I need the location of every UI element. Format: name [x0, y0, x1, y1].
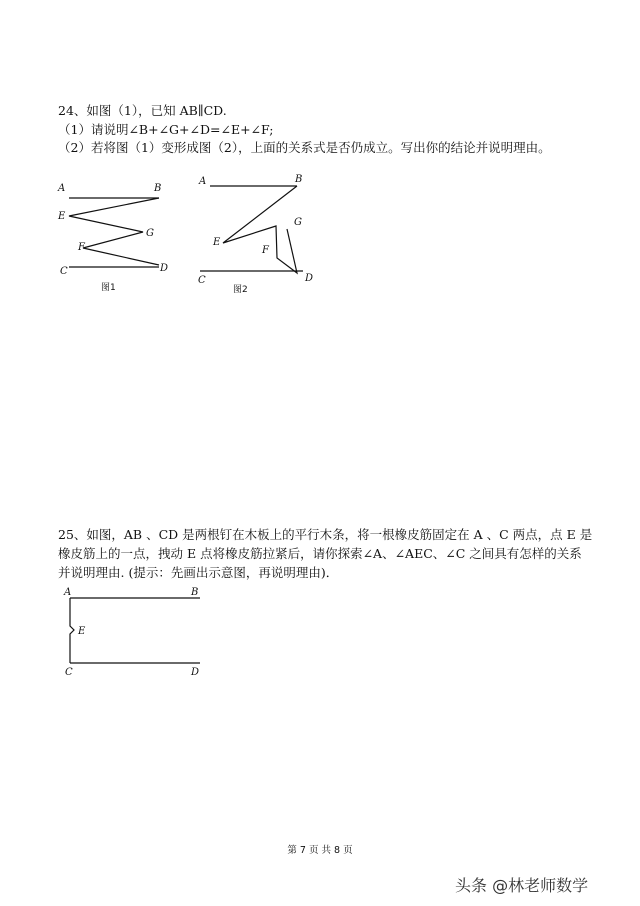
fig2-label-g: G — [294, 217, 302, 228]
fig25-label-a: A — [64, 587, 72, 598]
q24-part2: （2）若将图（1）变形成图（2），上面的关系式是否仍成立。写出你的结论并说明理由。 — [58, 140, 551, 155]
fig1-label-a: A — [58, 183, 66, 194]
fig2-label-b: B — [295, 174, 303, 185]
fig2-label-d: D — [305, 273, 314, 284]
fig2-label-f: F — [262, 245, 269, 256]
fig1-label-c: C — [60, 266, 68, 277]
fig1-label-b: B — [154, 183, 162, 194]
q25-line-3: 并说明理由. (提示：先画出示意图，再说明理由)． — [58, 565, 339, 580]
fig2-caption: 图2 — [233, 285, 248, 295]
q24-part1: （1）请说明∠B+∠G+∠D=∠E+∠F; — [58, 122, 274, 137]
watermark: 头条 @林老师数学 — [455, 876, 589, 895]
fig25-label-c: C — [65, 667, 73, 678]
q24-figure-1 — [55, 178, 185, 296]
fig25-label-d: D — [191, 667, 200, 678]
fig1-label-f: F — [78, 242, 85, 253]
page-footer: 第 7 页 共 8 页 — [287, 845, 353, 856]
fig1-caption: 图1 — [101, 283, 116, 293]
fig1-label-d: D — [160, 263, 169, 274]
fig25-label-e: E — [78, 626, 86, 637]
fig25-rubber-band — [70, 598, 74, 663]
fig2-zigzag — [223, 186, 297, 273]
fig25-label-b: B — [191, 587, 199, 598]
q25-line-1: 25、如图，AB 、CD 是两根钉在木板上的平行木条，将一根橡皮筋固定在 A 、C 两点，点 E 是 — [58, 527, 593, 542]
q25-line-2: 橡皮筋上的一点，拽动 E 点将橡皮筋拉紧后，请你探索∠A、∠AEC、∠C 之间具有怎样的关系 — [58, 546, 582, 561]
fig2-label-a: A — [199, 176, 207, 187]
fig1-label-e: E — [58, 211, 66, 222]
fig2-label-c: C — [198, 275, 206, 286]
fig2-label-e: E — [213, 237, 221, 248]
q25-figure — [60, 583, 210, 683]
fig1-label-g: G — [146, 228, 154, 239]
q24-figure-2 — [195, 170, 325, 296]
q24-title: 24、如图（1），已知 AB∥CD. — [58, 103, 227, 118]
